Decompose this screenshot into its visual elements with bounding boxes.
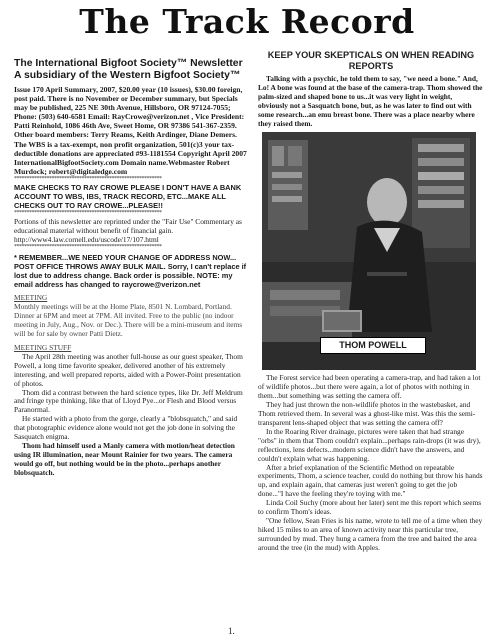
meeting-stuff-heading: MEETING STUFF xyxy=(14,342,72,352)
report-paragraph: Linda Coil Suchy (more about her later) sent me this report which seems to confirm Thom's ideas. xyxy=(258,498,482,517)
address-change-notice: * REMEMBER...WE NEED YOUR CHANGE OF ADDRESS NOW... POST OFFICE THROWS AWAY BULK MAIL. Sorry, I can't replace if lost due to address change. Back order is possible. NOTE: my email address has changed to raycrowe@verizon.net xyxy=(14,253,247,290)
meeting-text: Monthly meetings will be at the Home Plate, 8501 N. Lombard, Portland. Dinner at 6PM and meet at 7PM. All invited. Free to the public (no indoor meeting in July, Aug., Nov. or Dec.). There will be a mini-museum and items will be for sale by owner Patti Dietz. xyxy=(14,302,243,339)
page-number: 1. xyxy=(228,626,235,636)
meeting-stuff-paragraph: Thom did a contrast between the hard science types, like Dr. Jeff Meldrum and fringe type thinking, like that of Lloyd Pye...or Flesh and Blood versus Paranormal. xyxy=(14,387,243,415)
fair-use-notice: Portions of this newsletter are reprinted under the "Fair Use" Commentary as educational material without benefit of financial gain. http://www4.law.cornell.edu/uscode/17/107.html xyxy=(14,216,242,244)
star-divider: *********************************************************** xyxy=(14,175,162,182)
star-divider: *********************************************************** xyxy=(14,244,162,251)
report-paragraph: Talking with a psychic, he told them to say, "we need a bone." And, Lo! A bone was found at the base of the camera-trap. Thom showed the palm-sized and shaped bone to us...it was very light in weight, obviously not a Sasquatch bone, but, as he was later to find out with some research...an emu breast bone. There was a place nearby where they raised them. xyxy=(258,74,483,128)
meeting-heading: MEETING xyxy=(14,293,48,303)
skepticals-heading: KEEP YOUR SKEPTICALS ON WHEN READING REPORTS xyxy=(267,50,475,71)
photo-image xyxy=(262,132,476,370)
right-column xyxy=(258,50,484,553)
photo-caption: THOM POWELL xyxy=(320,337,426,354)
report-paragraph: The Forest service had been operating a camera-trap, and had taken a lot of wildlife photos...but there were again, a lot of photos with nothing in them...but something was setting the camera off. xyxy=(258,373,481,401)
report-paragraph: "One fellow, Sean Fries is his name, wrote to tell me of a time when they hiked 15 miles to an area of known activity near this particular tree, surrounded by mud. They hung a camera from the tree and baited the area around the tree (in the mud) with Apples. xyxy=(258,515,483,552)
thom-powell-photo xyxy=(262,132,476,370)
publication-info: Issue 170 April Summary, 2007, $20.00 year (10 issues), $30.00 foreign, post paid. There is no November or December summary, but Specials may be published, 225 NE 30th Avenue, Hillsboro, OR 97124-7055; Phone: (503) 640-6581 Email: RayCrowe@verizon.net , Vice President: Patti Reinhold, 1086 46th Ave, Sweet Home, OR 97386 541-367-2359. Other board members: Terry Reams, Keith Ardinger, Diane Demers. The WBS is a tax-exempt, non profit organization, 501(c)3 your tax-deductible donations are appreciated #93-1181554 Copyright April 2007 InternationalBigfootSociety.com Domain name.Webmaster Robert Murdock; robert@digitaledge.com xyxy=(14,85,247,176)
report-paragraph: They had just thrown the non-wildlife photos in the wastebasket, and Thom retrieved them. In several was a ghost-like mist. Was this the semi-transparent lens-shaped object that was setting the camera off? xyxy=(258,400,476,427)
newsletter-subtitle: The International Bigfoot Society™ Newsletter A subsidiary of the Western Bigfoot Society™ xyxy=(14,58,243,81)
star-divider: *********************************************************** xyxy=(14,209,162,216)
left-column xyxy=(14,58,248,478)
meeting-stuff-paragraph: He started with a photo from the gorge, clearly a "blobsquatch," and said that photographic evidence alone would not get the job done in solving the Sasquatch enigma. xyxy=(14,414,238,442)
meeting-stuff-paragraph: The April 28th meeting was another full-house as our guest speaker, Thom Powell, a long time favorite speaker, delivered another of his extremely interesting, and well prepared reports, aided with a Power-Point presentation of photos. xyxy=(14,351,243,388)
newsletter-masthead: The Track Record xyxy=(79,2,415,41)
report-paragraph: After a brief explanation of the Scientific Method on repeatable experiments, Thom, a science teacher, could do nothing but throw his hands up, and explain again, that cameras just weren't going to get the job done..."I have the feeling they're toying with me." xyxy=(258,462,483,499)
report-paragraph: In the Roaring River drainage, pictures were taken that had strange "orbs" in them that Thom couldn't explain...perhaps rain-drops (it was dry), reflections, lens defects...modern science didn't have the answers, and couldn't explain what was happening. xyxy=(258,426,481,463)
checks-notice: MAKE CHECKS TO RAY CROWE PLEASE I DON'T HAVE A BANK ACCOUNT TO WBS, IBS, TRACK RECORD, ETC...MAKE ALL CHECKS OUT TO RAY CROWE...PLEASE!! xyxy=(14,182,242,210)
meeting-stuff-paragraph: Thom had himself used a Manly camera with motion/heat detection using IR illumination, near Mount Rainier for two years. The camera would go off, but nothing would be in the photo...perhaps another blobsquatch. xyxy=(14,441,235,477)
